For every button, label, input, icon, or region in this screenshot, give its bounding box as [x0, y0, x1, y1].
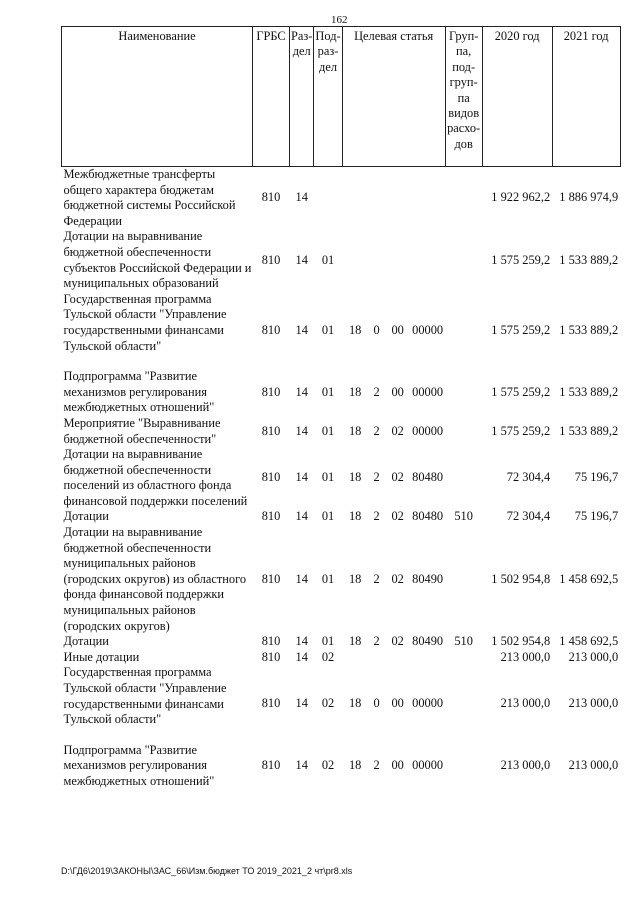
row-expense-group	[445, 665, 482, 742]
row-target-1: 18	[348, 470, 362, 485]
row-amount-2021: 213 000,0	[568, 649, 619, 664]
row-amount-2020: 1 502 954,8	[491, 634, 551, 649]
header-year-2020: 2020 год	[482, 27, 552, 167]
row-target-3: 00	[391, 384, 404, 399]
row-name: Дотации	[63, 634, 109, 649]
row-target-2: 2	[373, 423, 380, 438]
row-expense-group: 510	[454, 634, 473, 649]
row-razdel: 14	[295, 384, 308, 399]
row-podrazdel: 01	[321, 322, 335, 337]
row-target-1: 18	[348, 696, 362, 711]
table-row	[62, 634, 621, 650]
row-target-3: 02	[391, 509, 404, 524]
row-podrazdel: 01	[321, 252, 335, 267]
table-row	[62, 229, 621, 291]
table-row	[62, 447, 621, 509]
row-grbs: 810	[261, 384, 281, 399]
row-target-1: 18	[348, 423, 362, 438]
row-amount-2021: 1 533 889,2	[559, 252, 619, 267]
row-target-4: 00000	[412, 696, 444, 711]
table-row	[62, 743, 621, 790]
row-podrazdel: 01	[321, 423, 335, 438]
row-grbs: 810	[261, 470, 281, 485]
row-target-2: 0	[373, 696, 380, 711]
row-razdel: 14	[295, 649, 308, 664]
row-target-2: 2	[373, 758, 380, 773]
row-podrazdel: 02	[321, 649, 335, 664]
row-expense-group	[445, 447, 482, 509]
row-target-1: 18	[348, 758, 362, 773]
row-grbs: 810	[261, 509, 281, 524]
row-podrazdel	[314, 167, 342, 230]
row-amount-2021: 1 886 974,9	[559, 190, 619, 205]
row-grbs: 810	[261, 252, 281, 267]
row-target-4: 80490	[412, 634, 444, 649]
row-target-2: 2	[373, 384, 380, 399]
row-razdel: 14	[295, 252, 308, 267]
row-target-2	[368, 167, 385, 230]
row-razdel: 14	[295, 571, 308, 586]
row-target-1: 18	[348, 509, 362, 524]
row-name: Дотации	[63, 509, 109, 524]
row-target-2: 2	[373, 634, 380, 649]
row-target-2	[368, 650, 385, 666]
row-amount-2021: 213 000,0	[568, 758, 619, 773]
row-amount-2020: 213 000,0	[500, 649, 551, 664]
row-grbs: 810	[261, 758, 281, 773]
row-amount-2021: 75 196,7	[574, 509, 619, 524]
row-expense-group: 510	[454, 509, 473, 524]
row-target-4	[410, 167, 445, 230]
row-target-4	[410, 229, 445, 291]
header-name: Наименование	[62, 27, 253, 167]
row-amount-2021: 1 458 692,5	[559, 634, 619, 649]
row-target-3: 02	[391, 571, 404, 586]
row-target-4: 00000	[412, 322, 444, 337]
row-grbs: 810	[261, 322, 281, 337]
page-number: 162	[331, 14, 348, 26]
row-amount-2021: 1 533 889,2	[559, 322, 619, 337]
row-target-2: 0	[373, 322, 380, 337]
row-podrazdel: 01	[321, 470, 335, 485]
row-razdel: 14	[295, 470, 308, 485]
header-target-article: Целевая статья	[342, 27, 445, 167]
row-podrazdel: 01	[321, 571, 335, 586]
row-expense-group	[445, 229, 482, 291]
row-name: Дотации на выравнивание бюджетной обеспеченности субъектов Российской Федерации и муниципальных образований	[63, 229, 252, 291]
row-razdel: 14	[295, 423, 308, 438]
row-grbs: 810	[261, 649, 281, 664]
row-amount-2020: 72 304,4	[506, 509, 551, 524]
row-name: Иные дотации	[63, 649, 140, 664]
row-target-1	[342, 229, 368, 291]
table-header-row	[62, 27, 621, 167]
row-target-3	[385, 167, 410, 230]
row-podrazdel: 01	[321, 509, 335, 524]
row-amount-2020: 1 575 259,2	[491, 322, 551, 337]
row-podrazdel: 02	[321, 758, 335, 773]
row-target-2	[368, 229, 385, 291]
row-grbs: 810	[261, 634, 281, 649]
row-name: Дотации на выравнивание бюджетной обеспеченности муниципальных районов (городских округов) из областного фонда финансовой поддержки муниципальных районов (городских округов)	[63, 525, 247, 633]
row-target-4: 80480	[412, 470, 444, 485]
table-row	[62, 167, 621, 230]
row-amount-2021: 1 533 889,2	[559, 384, 619, 399]
row-grbs: 810	[261, 696, 281, 711]
row-target-4: 00000	[412, 758, 444, 773]
row-target-3: 00	[391, 696, 404, 711]
table-row	[62, 369, 621, 416]
row-expense-group	[445, 369, 482, 416]
row-razdel: 14	[295, 696, 308, 711]
row-target-4: 00000	[412, 384, 444, 399]
row-name: Межбюджетные трансферты общего характера бюджетам бюджетной системы Российской Федерации	[63, 167, 236, 228]
row-razdel: 14	[295, 634, 308, 649]
row-target-3: 02	[391, 634, 404, 649]
row-podrazdel: 01	[321, 384, 335, 399]
header-grbs: ГРБС	[253, 27, 290, 167]
row-expense-group	[445, 743, 482, 790]
row-target-4: 80480	[412, 509, 444, 524]
row-razdel: 14	[295, 758, 308, 773]
row-podrazdel: 01	[321, 634, 335, 649]
row-razdel: 14	[295, 322, 308, 337]
row-expense-group	[445, 525, 482, 634]
row-name: Государственная программа Тульской области "Управление государственными финансами Тульской области"	[63, 665, 227, 727]
row-target-4: 00000	[412, 423, 444, 438]
row-amount-2020: 72 304,4	[506, 470, 551, 485]
row-target-1	[342, 650, 368, 666]
row-podrazdel: 02	[321, 696, 335, 711]
row-razdel: 14	[295, 190, 308, 205]
row-target-4: 80490	[412, 571, 444, 586]
table-row	[62, 525, 621, 634]
row-amount-2020: 1 575 259,2	[491, 423, 551, 438]
header-podrazdel: Под- раз- дел	[314, 27, 342, 167]
row-amount-2021: 1 533 889,2	[559, 423, 619, 438]
row-target-1	[342, 167, 368, 230]
row-razdel: 14	[295, 509, 308, 524]
row-target-3	[385, 229, 410, 291]
row-target-1: 18	[348, 571, 362, 586]
header-expense-group: Груп- па, под- груп- па видов расхо- дов	[445, 27, 482, 167]
row-amount-2020: 213 000,0	[500, 758, 551, 773]
row-grbs: 810	[261, 571, 281, 586]
table-row	[62, 509, 621, 525]
row-target-3: 00	[391, 322, 404, 337]
row-target-4	[410, 650, 445, 666]
row-target-1: 18	[348, 384, 362, 399]
table-row	[62, 292, 621, 369]
row-target-1: 18	[348, 322, 362, 337]
row-name: Подпрограмма "Развитие механизмов регулирования межбюджетных отношений"	[63, 742, 215, 788]
table-row	[62, 650, 621, 666]
row-expense-group	[445, 167, 482, 230]
row-target-2: 2	[373, 571, 380, 586]
row-target-3: 02	[391, 470, 404, 485]
row-target-3: 02	[391, 423, 404, 438]
row-name: Мероприятие "Выравнивание бюджетной обеспеченности"	[63, 415, 221, 446]
row-amount-2021: 1 458 692,5	[559, 571, 619, 586]
row-amount-2021: 213 000,0	[568, 696, 619, 711]
row-amount-2020: 1 922 962,2	[491, 190, 551, 205]
row-grbs: 810	[261, 423, 281, 438]
row-target-2: 2	[373, 509, 380, 524]
file-path-footer: D:\ГД6\2019\ЗАКОНЫ\ЗАС_66\Изм.бюджет ТО 2019_2021_2 чт\pr8.xls	[61, 866, 353, 876]
budget-table	[61, 26, 621, 790]
row-target-3	[385, 650, 410, 666]
row-target-3: 00	[391, 758, 404, 773]
header-razdel: Раз- дел	[290, 27, 314, 167]
row-amount-2020: 1 575 259,2	[491, 252, 551, 267]
row-amount-2021: 75 196,7	[574, 470, 619, 485]
table-row	[62, 665, 621, 742]
row-target-1: 18	[348, 634, 362, 649]
row-name: Подпрограмма "Развитие механизмов регулирования межбюджетных отношений"	[63, 369, 215, 415]
row-amount-2020: 1 575 259,2	[491, 384, 551, 399]
row-amount-2020: 213 000,0	[500, 696, 551, 711]
row-target-2: 2	[373, 470, 380, 485]
row-amount-2020: 1 502 954,8	[491, 571, 551, 586]
table-row	[62, 416, 621, 447]
row-expense-group	[445, 650, 482, 666]
row-expense-group	[445, 292, 482, 369]
row-grbs: 810	[261, 190, 281, 205]
row-name: Государственная программа Тульской области "Управление государственными финансами Тульской области"	[63, 291, 227, 353]
row-name: Дотации на выравнивание бюджетной обеспеченности поселений из областного фонда финансовой поддержки поселений	[63, 447, 248, 508]
row-expense-group	[445, 416, 482, 447]
header-year-2021: 2021 год	[552, 27, 620, 167]
